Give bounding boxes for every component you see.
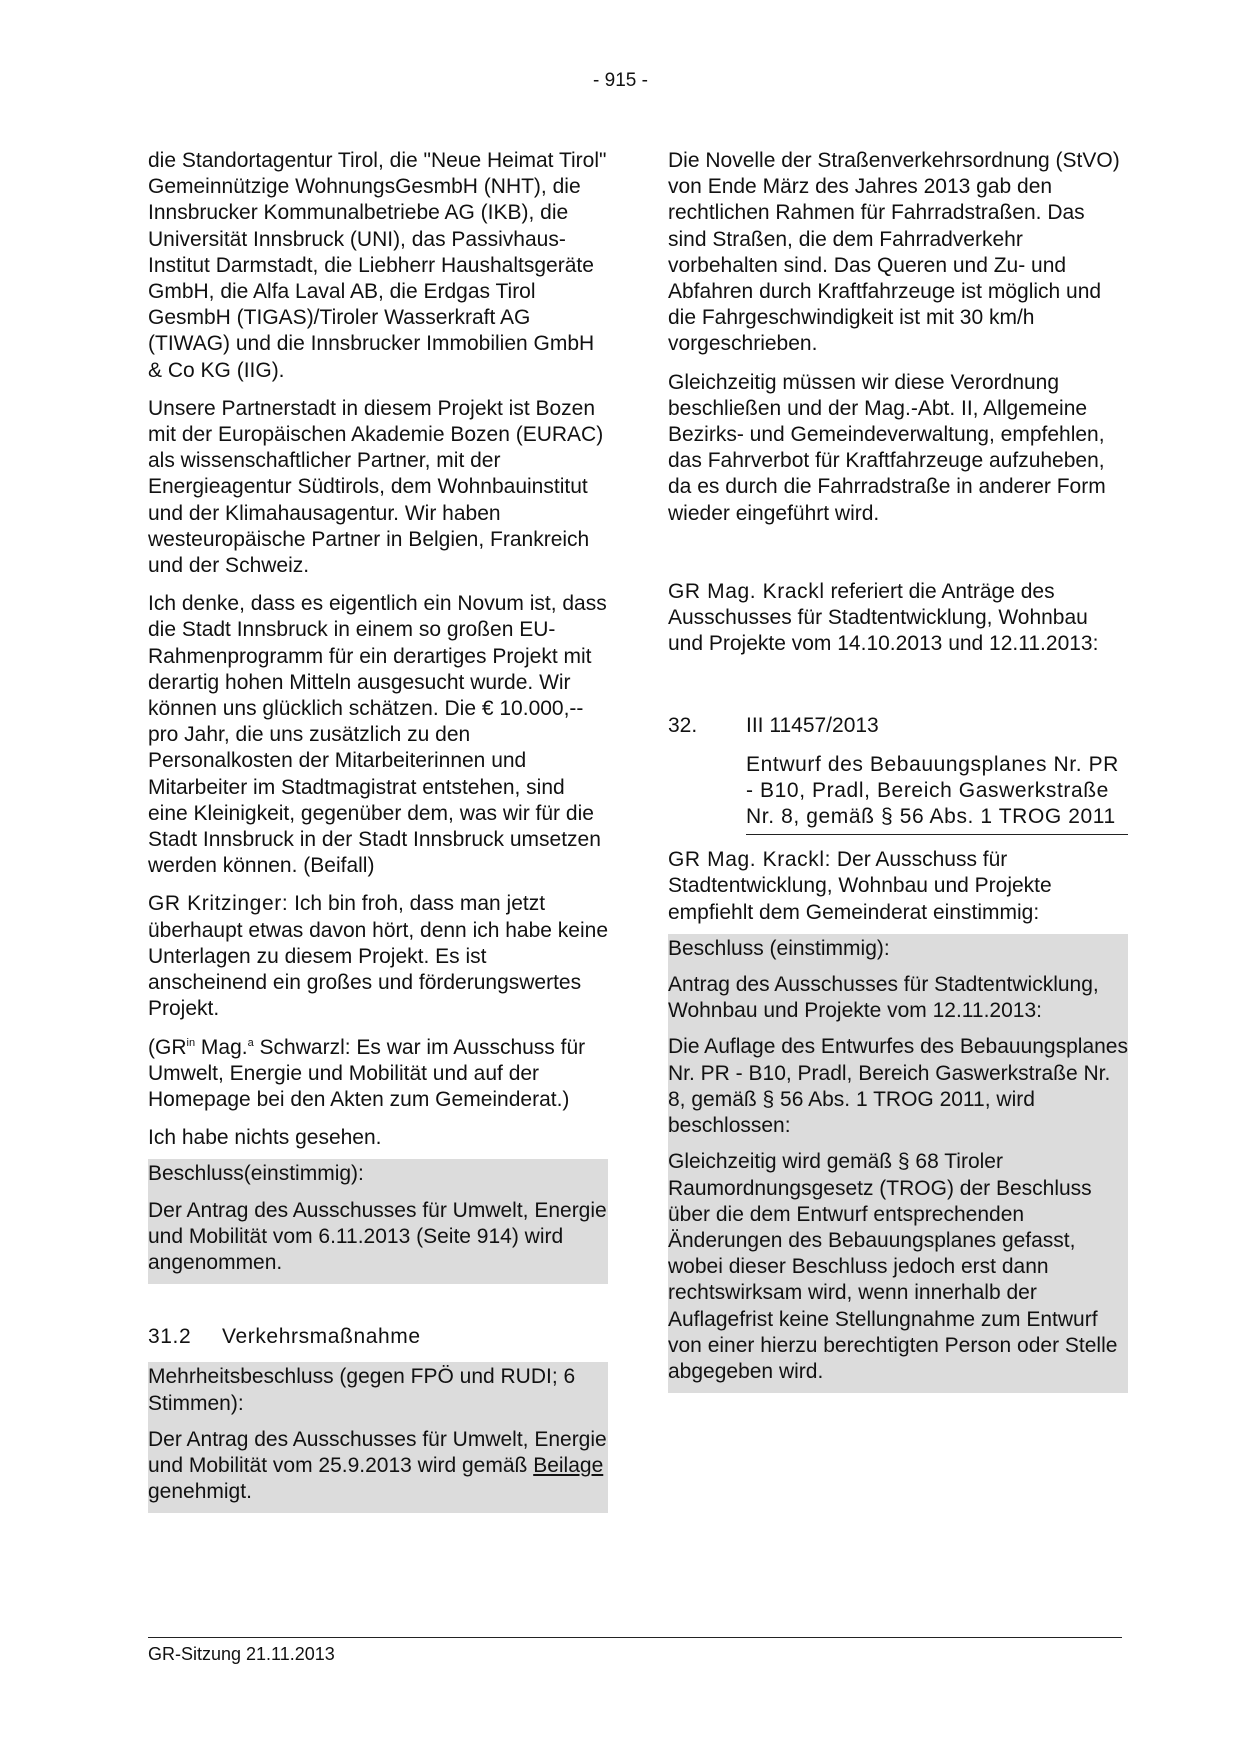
- agenda-item: [668, 713, 1128, 835]
- speech-text: Ich bin froh, dass man jetzt überhaupt etwas davon hört, denn ich habe keine Unterlagen zu diesem Projekt. Es ist anscheinend ein großes und förderungswertes Projekt.: [148, 892, 609, 1021]
- attachment-link[interactable]: Beilage: [533, 1453, 604, 1477]
- paragraph: Die Novelle der Straßenverkehrsordnung (StVO) von Ende März des Jahres 2013 gab den rechtlichen Rahmen für Fahrradstraßen. Das sind Straßen, die dem Fahrradverkehr vorbehalten sind. Das Queren und Zu- und Abfahren durch Kraftfahrzeuge ist möglich und die Fahrgeschwindigkeit ist mit 30 km/h vorgeschrieben.: [668, 149, 1120, 356]
- section-title: Verkehrsmaßnahme: [222, 1325, 421, 1349]
- agenda-item-title: Entwurf des Bebauungsplanes Nr. PR - B10, Pradl, Bereich Gaswerkstraße Nr. 8, gemäß § 56 Abs. 1 TROG 2011: [746, 752, 1128, 836]
- right-column: [668, 148, 1128, 1393]
- page-footer: [148, 1637, 1122, 1665]
- speaker-name: GR Mag. Krackl: [668, 579, 825, 603]
- section-heading: [148, 1324, 608, 1350]
- resolution-title: Mehrheitsbeschluss (gegen FPÖ und RUDI; 6 Stimmen):: [148, 1365, 576, 1415]
- speaker-name: GR Mag. Krackl:: [668, 848, 832, 872]
- paragraph: Ich denke, dass es eigentlich ein Novum ist, dass die Stadt Innsbruck in einem so großen EU-Rahmenprogramm für ein derartiges Projekt mit derartig hohen Mitteln ausgesucht wurde. Wir können uns glücklich schätzen. Die € 10.000,--pro Jahr, die uns zusätzlich zu den Personalkosten der Mitarbeiterinnen und Mitarbeiter im Stadtmagistrat entstehen, sind eine Kleinigkeit, gegenüber dem, was wir für die Stadt Innsbruck in der Stadt Innsbruck umsetzen werden können. (Beifall): [148, 592, 607, 878]
- resolution-box: [668, 934, 1128, 1393]
- left-column: [148, 148, 608, 1513]
- resolution-text: Gleichzeitig wird gemäß § 68 Tiroler Raumordnungsgesetz (TROG) der Beschluss über die dem Entwurf entsprechenden Änderungen des Bebauungsplanes gefasst, wobei dieser Beschluss jedoch erst dann rechtswirksam wird, wenn innerhalb der Auflagefrist keine Stellungnahme zum Entwurf von einer hierzu berechtigten Person oder Stelle abgegeben wird.: [668, 1150, 1118, 1383]
- speech-paragraph: [668, 579, 1128, 658]
- interjection-paragraph: ($GR^{in}$ Mag.$^a$ Schwarzl: Es war im Ausschuss für Umwelt, Energie und Mobilität und auf der Homepage bei den Akten zum Gemeinderat.): [148, 1035, 586, 1111]
- resolution-title: Beschluss (einstimmig):: [668, 936, 890, 960]
- resolution-box: [148, 1362, 608, 1513]
- speech-paragraph: [148, 891, 608, 1022]
- section-number: 31.2: [148, 1325, 192, 1349]
- paragraph: Ich habe nichts gesehen.: [148, 1126, 382, 1150]
- resolution-title: Beschluss(einstimmig):: [148, 1162, 364, 1186]
- agenda-item-number: 32.: [668, 714, 698, 738]
- paragraph: die Standortagentur Tirol, die "Neue Heimat Tirol" Gemeinnützige WohnungsGesmbH (NHT), die Innsbrucker Kommunalbetriebe AG (IKB), die Universität Innsbruck (UNI), das Passivhaus-Institut Darmstadt, die Liebherr Haushaltsgeräte GmbH, die Alfa Laval AB, die Erdgas Tirol GesmbH (TIGAS)/Tiroler Wasserkraft AG (TIWAG) und die Innsbrucker Immobilien GmbH & Co KG (IIG).: [148, 149, 607, 382]
- resolution-text: Antrag des Ausschusses für Stadtentwicklung, Wohnbau und Projekte vom 12.11.2013:: [668, 973, 1099, 1023]
- paragraph: Gleichzeitig müssen wir diese Verordnung beschließen und der Mag.-Abt. II, Allgemeine Bezirks- und Gemeindeverwaltung, empfehlen, das Fahrverbot für Kraftfahrzeuge aufzuheben, da es durch die Fahrradstraße in anderer Form wieder eingeführt wird.: [668, 370, 1106, 525]
- footer-text: GR-Sitzung 21.11.2013: [148, 1644, 335, 1664]
- resolution-text: Der Antrag des Ausschusses für Umwelt, Energie und Mobilität vom 25.9.2013 wird gemäß Beilage genehmigt.: [148, 1427, 607, 1504]
- resolution-text: Der Antrag des Ausschusses für Umwelt, Energie und Mobilität vom 6.11.2013 (Seite 914) wird angenommen.: [148, 1198, 607, 1274]
- speech-text: referiert die Anträge des Ausschusses für Stadtentwicklung, Wohnbau und Projekte vom 14.10.2013 und 12.11.2013:: [668, 579, 1099, 656]
- page-number: - 915 -: [593, 70, 648, 91]
- speech-text: Der Ausschuss für Stadtentwicklung, Wohnbau und Projekte empfiehlt dem Gemeinderat einstimmig:: [668, 848, 1052, 924]
- speaker-name: GR Kritzinger:: [148, 892, 289, 916]
- speech-paragraph: [668, 847, 1128, 926]
- resolution-box: [148, 1159, 608, 1284]
- resolution-text: Die Auflage des Entwurfes des Bebauungsplanes Nr. PR - B10, Pradl, Bereich Gaswerkstraße Nr. 8, gemäß § 56 Abs. 1 TROG 2011, wird beschlossen:: [668, 1035, 1128, 1138]
- agenda-item-reference: III 11457/2013: [746, 714, 879, 738]
- paragraph: Unsere Partnerstadt in diesem Projekt ist Bozen mit der Europäischen Akademie Bozen (EURAC) als wissenschaftlicher Partner, mit der Energieagentur Südtirols, dem Wohnbauinstitut und der Klimahausagentur. Wir haben westeuropäische Partner in Belgien, Frankreich und der Schweiz.: [148, 396, 604, 578]
